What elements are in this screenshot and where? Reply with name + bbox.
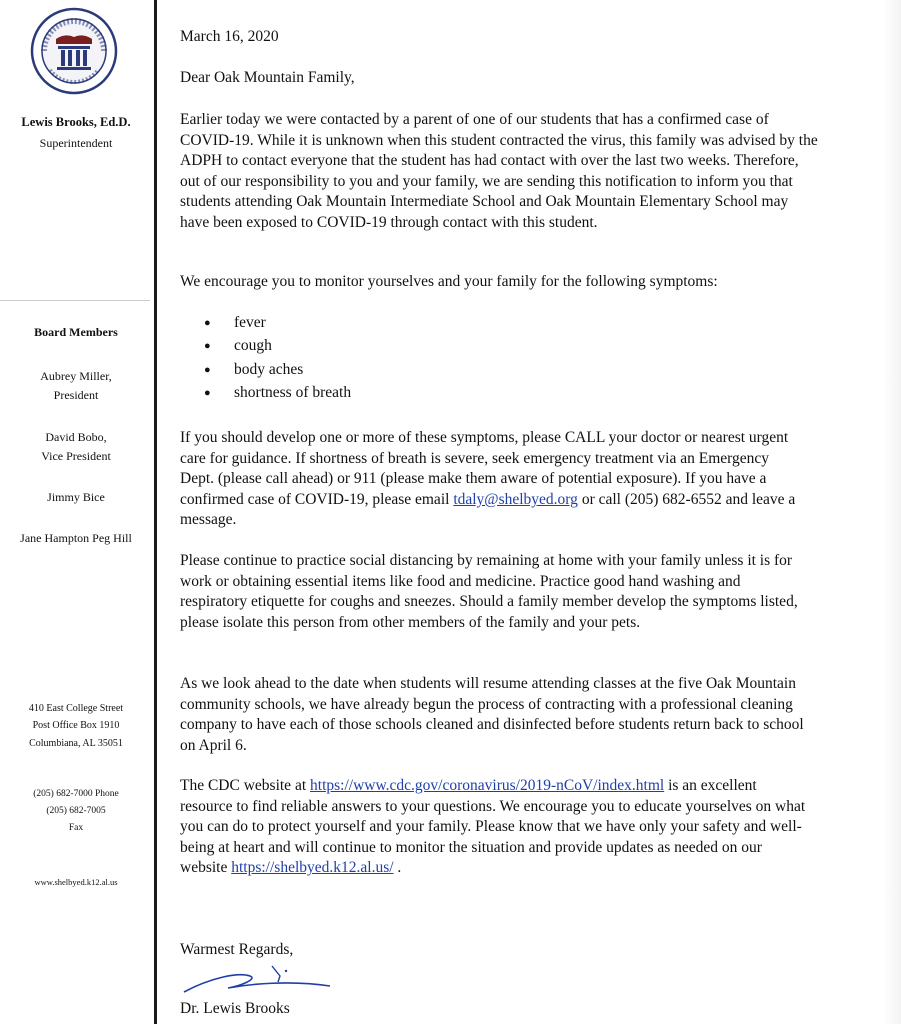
text-segment: or call (205) 682-6552 and leave a message. — [180, 490, 796, 529]
paragraph-monitor-symptoms: We encourage you to monitor yourselves and your family for the following symptoms: — [180, 273, 718, 290]
district-website-link[interactable]: https://shelbyed.k12.al.us/ — [231, 859, 394, 877]
board-member-role: President — [53, 388, 99, 402]
scan-edge-shadow — [883, 0, 901, 1024]
text-segment: . — [393, 859, 402, 877]
text-segment: is an excellent resource to find reliable answers to your questions. We encourage you to educate yourselves on what you can do to protect yourself and your family. Please know that we have only your safety and well-being at heart and will continue to monitor the situation and provide updates as needed on our website — [180, 777, 806, 877]
salutation: Dear Oak Mountain Family, — [180, 69, 355, 86]
list-item: ● fever — [202, 313, 351, 336]
paragraph-seek-care — [180, 428, 800, 531]
board-member-role: Vice President — [41, 449, 111, 463]
board-member-name: Jane Hampton Peg Hill — [20, 531, 132, 545]
board-member-name: Jimmy Bice — [47, 490, 105, 504]
list-item: ● shortness of breath — [202, 383, 351, 406]
text-segment: If you should develop one or more of these symptoms, please CALL your doctor or nearest urgent care for guidance. If shortness of breath is severe, seek emergency treatment via an Emergency Dept. (please call ahead) or 911 (please make them aware of potential exposure). If you have a confirmed case of COVID-19, please email — [180, 429, 789, 508]
list-item: ● cough — [202, 336, 351, 359]
paragraph-exposure-notice: Earlier today we were contacted by a parent of one of our students that has a confirmed case of COVID-19. While it is unknown when this student contracted the virus, this family was advised by the ADPH to contact everyone that the student has had contact with over the last two weeks. Therefore, out of our responsibility to you and your family, we are sending this notification to inform you that students attending Oak Mountain Intermediate School and Oak Mountain Elementary School may have been exposed to COVID-19 through contact with this student. — [180, 111, 818, 231]
superintendent-title: Superintendent — [39, 136, 113, 150]
paragraph-school-cleaning: As we look ahead to the date when students will resume attending classes at the five Oak Mountain community schools, we have already begun the process of contracting with a professional cleaning company to have each of those schools cleaned and disinfected before students return back to school on April 6. — [180, 675, 804, 754]
sidebar-divider — [0, 300, 150, 301]
phone-number: (205) 682-7000 Phone — [33, 789, 119, 799]
letter-date: March 16, 2020 — [180, 28, 279, 45]
address-line: Post Office Box 1910 — [32, 720, 120, 731]
fax-number: (205) 682-7005 — [46, 806, 106, 816]
paragraph-cdc-resources — [180, 776, 810, 879]
symptom-list — [202, 313, 351, 406]
list-item: ● body aches — [202, 360, 351, 383]
board-heading: Board Members — [34, 325, 118, 339]
fax-label: Fax — [68, 823, 84, 833]
district-seal-logo — [20, 6, 128, 96]
letterhead-sidebar — [0, 0, 152, 1024]
closing: Warmest Regards, — [180, 941, 294, 958]
address-line: Columbiana, AL 35051 — [29, 738, 123, 749]
cdc-website-link[interactable]: https://www.cdc.gov/coronavirus/2019-nCoV/index.html — [310, 777, 665, 794]
signature-image — [180, 962, 380, 1002]
signer-name: Dr. Lewis Brooks — [180, 1000, 290, 1017]
website-address: www.shelbyed.k12.al.us — [34, 877, 118, 887]
text-segment: The CDC website at — [180, 777, 311, 794]
vertical-divider — [154, 0, 157, 1024]
paragraph-social-distancing: Please continue to practice social distancing by remaining at home with your family unless it is for work or obtaining essential items like food and medicine. Practice good hand washing and respiratory etiquette for coughs and sneezes. Should a family member develop the symptoms listed, please isolate this person from other members of the family and your pets. — [180, 552, 798, 631]
contact-email-link[interactable]: tdaly@shelbyed.org — [453, 490, 578, 508]
board-member-name: David Bobo, — [45, 430, 107, 444]
superintendent-name: Lewis Brooks, Ed.D. — [21, 115, 131, 129]
address-line: 410 East College Street — [28, 703, 124, 714]
board-member-name: Aubrey Miller, — [40, 369, 112, 383]
